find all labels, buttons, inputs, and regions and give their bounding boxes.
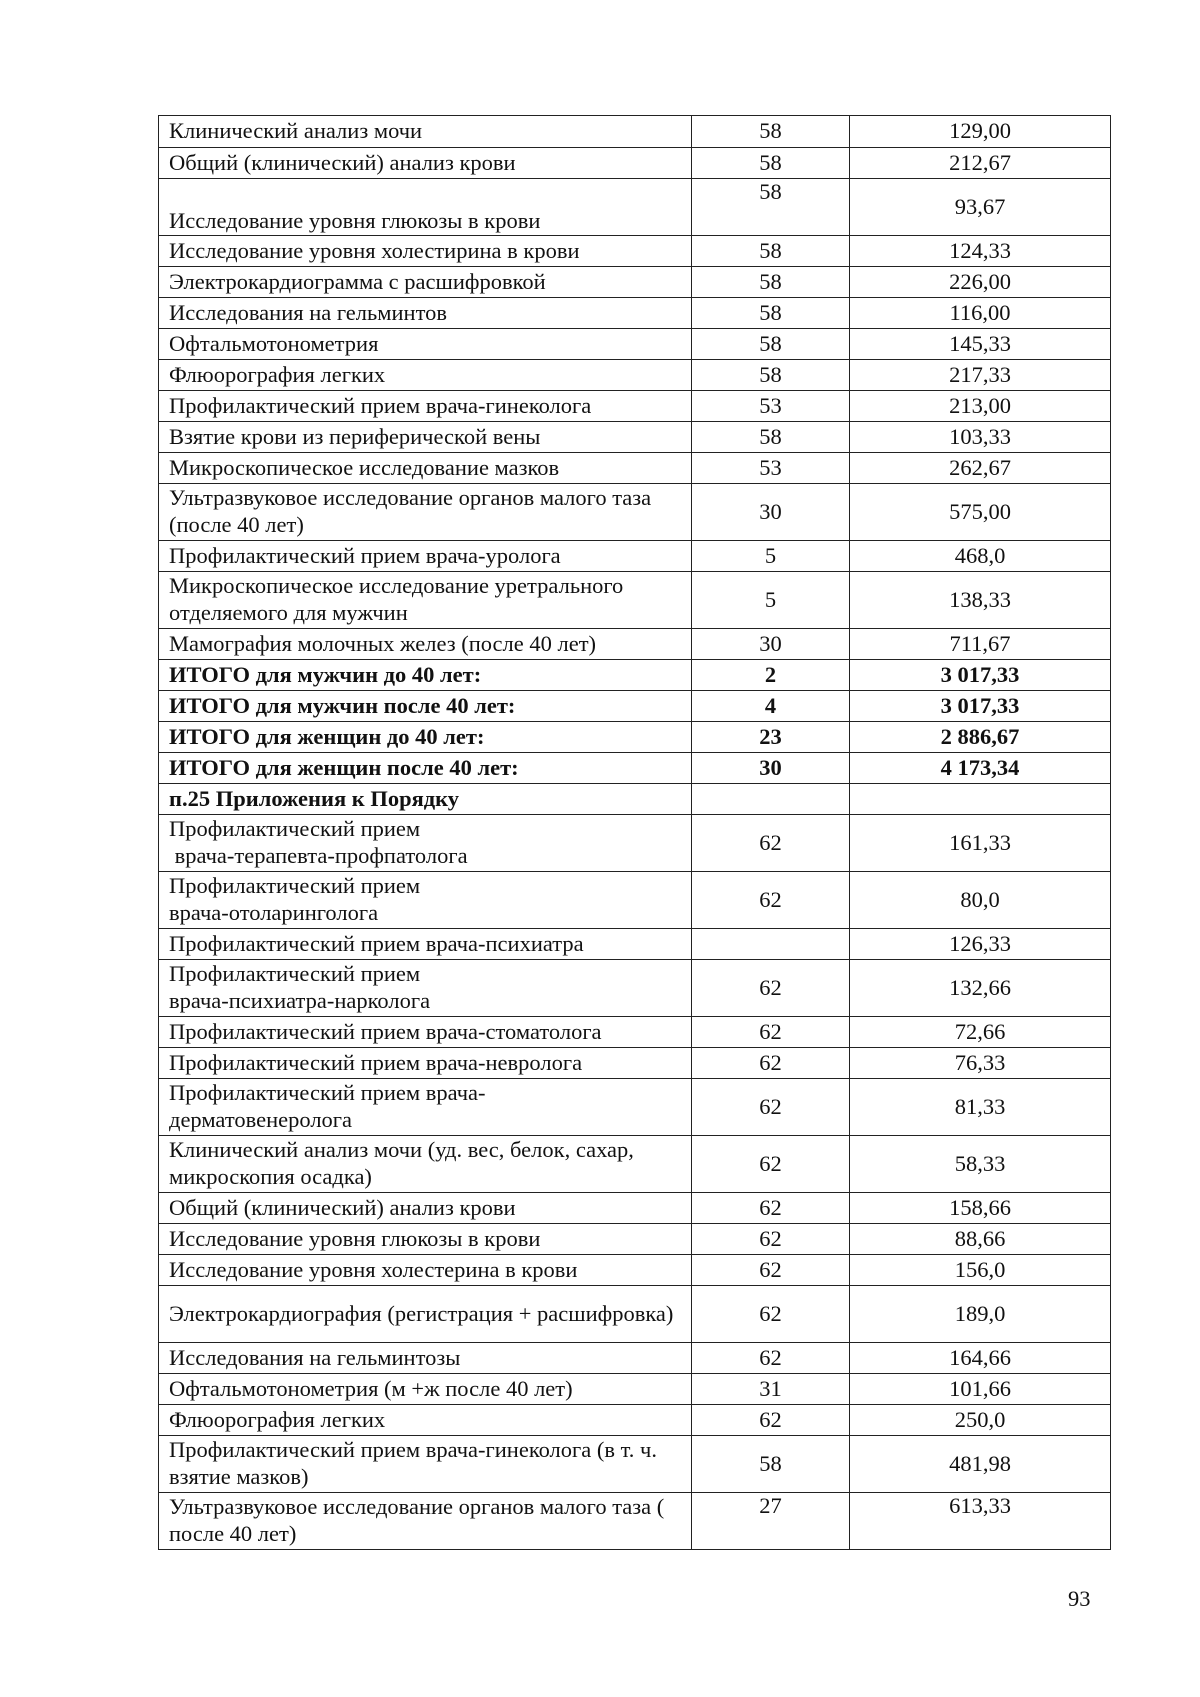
service-count: 58 xyxy=(692,179,850,236)
table-row xyxy=(159,1405,1111,1436)
service-name xyxy=(159,1079,692,1136)
service-count: 62 xyxy=(692,1405,850,1436)
table-row xyxy=(159,872,1111,929)
service-name-line1: Профилактический прием xyxy=(169,816,421,842)
service-name: Флюорография легких xyxy=(159,1405,692,1436)
service-name: Ультразвуковое исследование органов малого таза (после 40 лет) xyxy=(159,484,692,541)
table-row xyxy=(159,929,1111,960)
service-name-line1: Профилактический прием врача- xyxy=(169,1080,486,1106)
service-name: Электрокардиограмма с расшифровкой xyxy=(159,267,692,298)
service-name: Исследование уровня глюкозы в крови xyxy=(159,1224,692,1255)
service-name: Профилактический прием врача-уролога xyxy=(159,541,692,572)
total-label: ИТОГО для женщин до 40 лет: xyxy=(159,722,692,753)
service-price: 58,33 xyxy=(850,1136,1111,1193)
service-price: 72,66 xyxy=(850,1017,1111,1048)
service-name-line2: врача-психиатра-нарколога xyxy=(169,988,431,1013)
service-name: Профилактический прием врача-невролога xyxy=(159,1048,692,1079)
section-title: п.25 Приложения к Порядку xyxy=(159,784,692,815)
service-price: 250,0 xyxy=(850,1405,1111,1436)
section-header-row xyxy=(159,784,1111,815)
service-price: 164,66 xyxy=(850,1343,1111,1374)
total-price: 3 017,33 xyxy=(850,660,1111,691)
table-row xyxy=(159,453,1111,484)
service-price: 76,33 xyxy=(850,1048,1111,1079)
total-row xyxy=(159,691,1111,722)
table-row xyxy=(159,1224,1111,1255)
service-price: 212,67 xyxy=(850,148,1111,179)
service-price: 129,00 xyxy=(850,116,1111,148)
service-count: 58 xyxy=(692,148,850,179)
service-name: Клинический анализ мочи xyxy=(159,116,692,148)
service-price: 481,98 xyxy=(850,1436,1111,1493)
service-count: 30 xyxy=(692,484,850,541)
service-count: 53 xyxy=(692,391,850,422)
service-price: 138,33 xyxy=(850,572,1111,629)
service-price: 158,66 xyxy=(850,1193,1111,1224)
table-row xyxy=(159,541,1111,572)
service-price: 226,00 xyxy=(850,267,1111,298)
service-name-line1: Профилактический прием xyxy=(169,873,421,899)
total-label: ИТОГО для мужчин после 40 лет: xyxy=(159,691,692,722)
service-name: Офтальмотонометрия xyxy=(159,329,692,360)
service-name: Офтальмотонометрия (м +ж после 40 лет) xyxy=(159,1374,692,1405)
service-name: Микроскопическое исследование уретрального отделяемого для мужчин xyxy=(159,572,692,629)
service-count: 62 xyxy=(692,1224,850,1255)
service-name: Профилактический прием врача-гинеколога xyxy=(159,391,692,422)
table-row xyxy=(159,360,1111,391)
table-row xyxy=(159,1017,1111,1048)
service-price: 468,0 xyxy=(850,541,1111,572)
service-count: 62 xyxy=(692,1193,850,1224)
table-row xyxy=(159,329,1111,360)
service-name: Исследования на гельминтозы xyxy=(159,1343,692,1374)
service-count: 62 xyxy=(692,1136,850,1193)
total-row xyxy=(159,753,1111,784)
total-price: 4 173,34 xyxy=(850,753,1111,784)
table-row xyxy=(159,1374,1111,1405)
service-name: Профилактический прием врача-психиатра xyxy=(159,929,692,960)
service-name: Флюорография легких xyxy=(159,360,692,391)
service-count: 58 xyxy=(692,236,850,267)
total-price: 3 017,33 xyxy=(850,691,1111,722)
service-count: 62 xyxy=(692,1017,850,1048)
service-price: 613,33 xyxy=(850,1493,1111,1550)
total-label: ИТОГО для мужчин до 40 лет: xyxy=(159,660,692,691)
service-name-line1: Профилактический прием xyxy=(169,961,421,987)
total-label: ИТОГО для женщин после 40 лет: xyxy=(159,753,692,784)
table-row xyxy=(159,298,1111,329)
service-name: Общий (клинический) анализ крови xyxy=(159,148,692,179)
service-name: Клинический анализ мочи (уд. вес, белок, сахар, микроскопия осадка) xyxy=(159,1136,692,1193)
total-count: 23 xyxy=(692,722,850,753)
table-row xyxy=(159,179,1111,236)
table-row xyxy=(159,1286,1111,1343)
service-price: 80,0 xyxy=(850,872,1111,929)
service-name: Взятие крови из периферической вены xyxy=(159,422,692,453)
service-count: 58 xyxy=(692,116,850,148)
service-name: Исследования на гельминтов xyxy=(159,298,692,329)
service-price: 88,66 xyxy=(850,1224,1111,1255)
table-row xyxy=(159,422,1111,453)
section-count xyxy=(692,784,850,815)
service-count: 58 xyxy=(692,360,850,391)
table-row xyxy=(159,148,1111,179)
service-price: 93,67 xyxy=(850,179,1111,236)
service-price: 213,00 xyxy=(850,391,1111,422)
service-name: Профилактический прием врача-гинеколога (в т. ч. взятие мазков) xyxy=(159,1436,692,1493)
service-name xyxy=(159,815,692,872)
service-count: 58 xyxy=(692,422,850,453)
service-count: 62 xyxy=(692,1255,850,1286)
services-table xyxy=(158,115,1111,1550)
service-price: 156,0 xyxy=(850,1255,1111,1286)
service-count: 62 xyxy=(692,815,850,872)
service-count: 62 xyxy=(692,1343,850,1374)
service-name-line2: дерматовенеролога xyxy=(169,1107,353,1132)
service-name: Исследование уровня холестерина в крови xyxy=(159,1255,692,1286)
service-name: Исследование уровня глюкозы в крови xyxy=(159,179,692,236)
service-price: 262,67 xyxy=(850,453,1111,484)
total-count: 2 xyxy=(692,660,850,691)
table-row xyxy=(159,1255,1111,1286)
service-price: 124,33 xyxy=(850,236,1111,267)
service-price: 217,33 xyxy=(850,360,1111,391)
table-row xyxy=(159,815,1111,872)
service-count: 30 xyxy=(692,629,850,660)
table-row xyxy=(159,267,1111,298)
service-count: 62 xyxy=(692,1286,850,1343)
section-price xyxy=(850,784,1111,815)
table-row xyxy=(159,1343,1111,1374)
service-price: 116,00 xyxy=(850,298,1111,329)
service-count: 5 xyxy=(692,572,850,629)
table-row xyxy=(159,1193,1111,1224)
service-count: 58 xyxy=(692,1436,850,1493)
total-count: 30 xyxy=(692,753,850,784)
table-row xyxy=(159,1079,1111,1136)
service-name: Профилактический прием врача-стоматолога xyxy=(159,1017,692,1048)
service-price: 126,33 xyxy=(850,929,1111,960)
service-price: 711,67 xyxy=(850,629,1111,660)
table-row xyxy=(159,484,1111,541)
service-count: 58 xyxy=(692,298,850,329)
service-price: 132,66 xyxy=(850,960,1111,1017)
service-count: 58 xyxy=(692,267,850,298)
service-count: 62 xyxy=(692,1048,850,1079)
service-price: 189,0 xyxy=(850,1286,1111,1343)
total-price: 2 886,67 xyxy=(850,722,1111,753)
service-count: 62 xyxy=(692,960,850,1017)
table-row xyxy=(159,1136,1111,1193)
service-name: Микроскопическое исследование мазков xyxy=(159,453,692,484)
service-price: 575,00 xyxy=(850,484,1111,541)
total-row xyxy=(159,660,1111,691)
service-name: Общий (клинический) анализ крови xyxy=(159,1193,692,1224)
total-count: 4 xyxy=(692,691,850,722)
service-price: 161,33 xyxy=(850,815,1111,872)
service-price: 103,33 xyxy=(850,422,1111,453)
table-row xyxy=(159,1493,1111,1550)
table-row xyxy=(159,572,1111,629)
service-name: Ультразвуковое исследование органов малого таза ( после 40 лет) xyxy=(159,1493,692,1550)
table-row xyxy=(159,236,1111,267)
service-count: 31 xyxy=(692,1374,850,1405)
service-name: Мамография молочных желез (после 40 лет) xyxy=(159,629,692,660)
service-name xyxy=(159,960,692,1017)
service-name-line2: врача-терапевта-профпатолога xyxy=(169,843,468,868)
table-row xyxy=(159,391,1111,422)
service-count: 5 xyxy=(692,541,850,572)
table-row xyxy=(159,116,1111,148)
service-count: 58 xyxy=(692,329,850,360)
service-name: Электрокардиография (регистрация + расшифровка) xyxy=(159,1286,692,1343)
service-name-line2: врача-отоларинголога xyxy=(169,900,379,925)
service-count: 53 xyxy=(692,453,850,484)
table-row xyxy=(159,1436,1111,1493)
table-row xyxy=(159,1048,1111,1079)
table-row xyxy=(159,629,1111,660)
page-number: 93 xyxy=(1068,1586,1091,1611)
table-row xyxy=(159,960,1111,1017)
service-name xyxy=(159,872,692,929)
service-count xyxy=(692,929,850,960)
service-name: Исследование уровня холестирина в крови xyxy=(159,236,692,267)
service-count: 62 xyxy=(692,872,850,929)
service-price: 145,33 xyxy=(850,329,1111,360)
service-price: 101,66 xyxy=(850,1374,1111,1405)
total-row xyxy=(159,722,1111,753)
service-count: 62 xyxy=(692,1079,850,1136)
service-price: 81,33 xyxy=(850,1079,1111,1136)
service-count: 27 xyxy=(692,1493,850,1550)
